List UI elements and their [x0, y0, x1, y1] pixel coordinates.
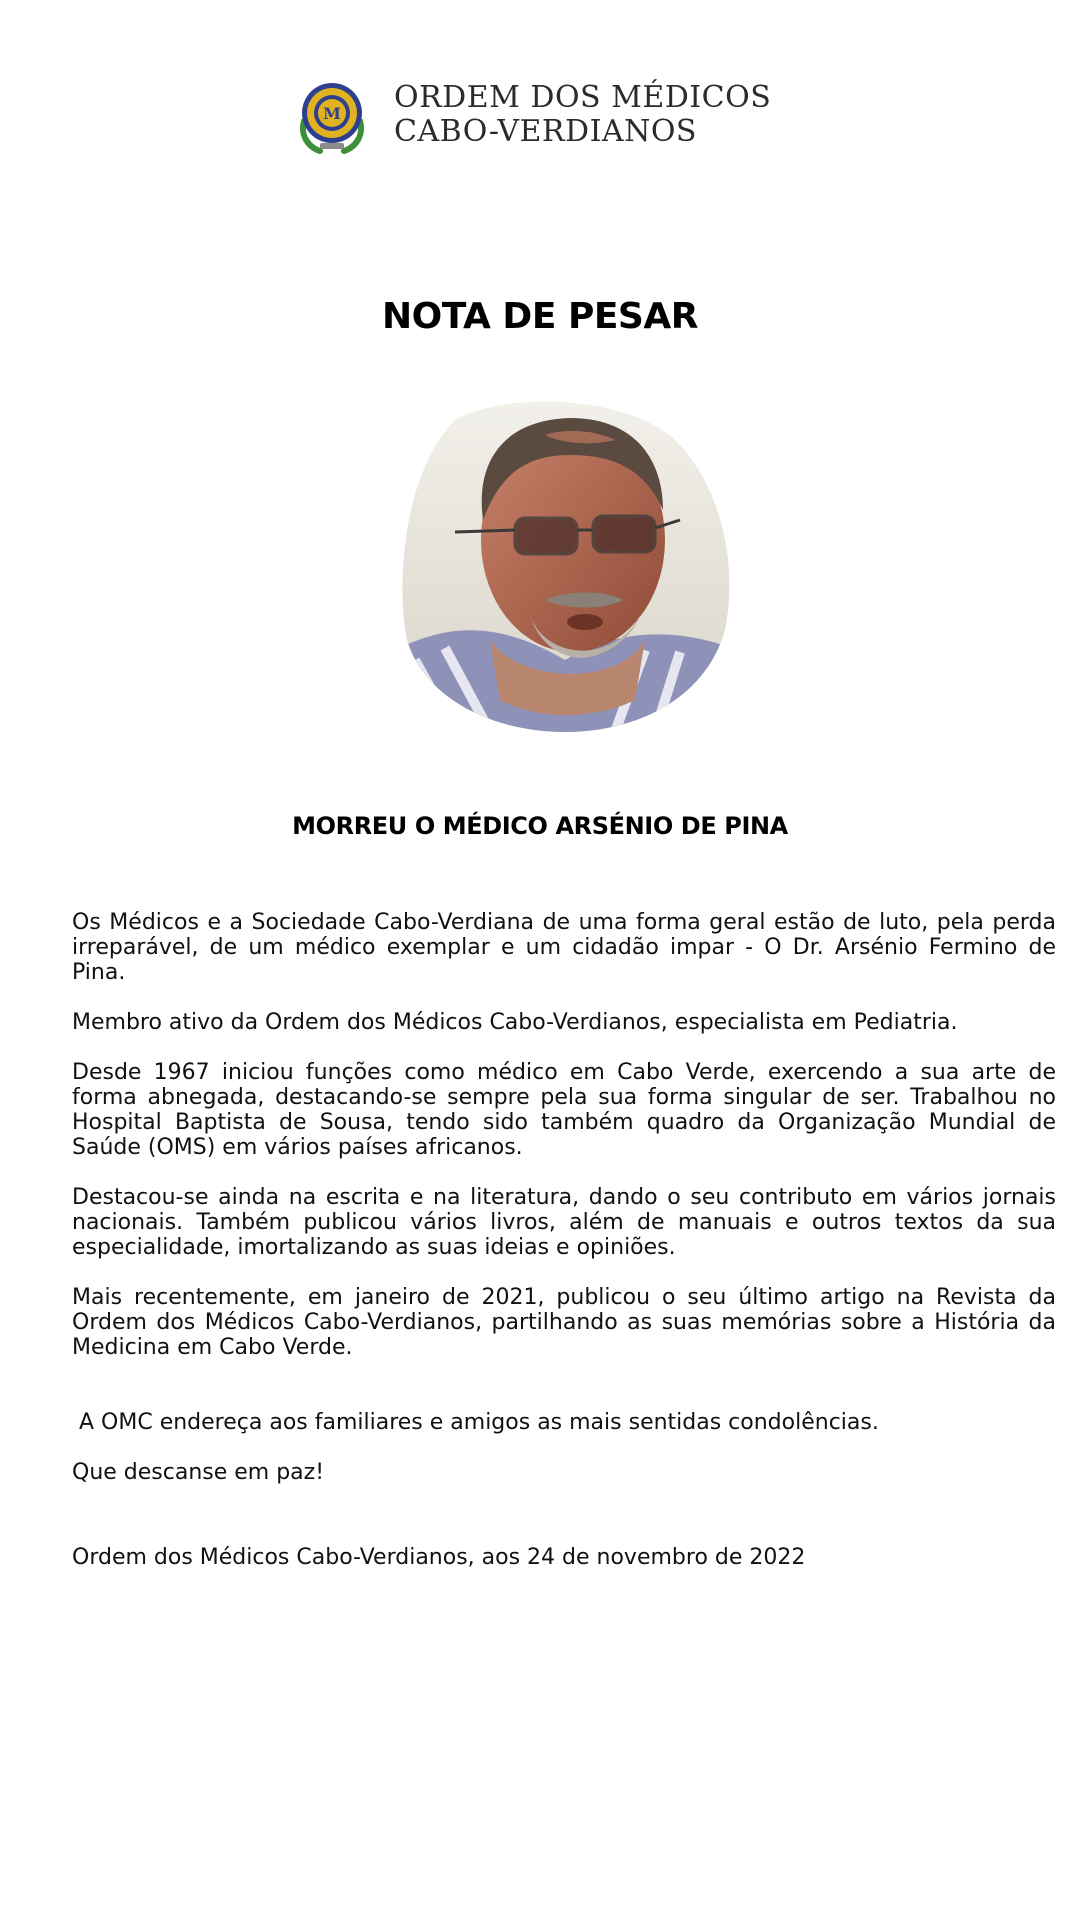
svg-text:M: M: [323, 104, 341, 123]
header-logo: [290, 70, 772, 160]
paragraph: A OMC endereça aos familiares e amigos as mais sentidas condolências.: [72, 1410, 879, 1435]
paragraph: Os Médicos e a Sociedade Cabo-Verdiana de uma forma geral estão de luto, pela perda irreparável, de um médico exemplar e um cidadão impar - O Dr. Arsénio Fermino de Pina.: [72, 910, 1056, 985]
organization-name-line1: ORDEM DOS MÉDICOS: [394, 80, 772, 115]
paragraph: Desde 1967 iniciou funções como médico em Cabo Verde, exercendo a sua arte de forma abnegada, destacando-se sempre pela sua forma singular de ser. Trabalhou no Hospital Baptista de Sousa, tendo sido também quadro da Organização Mundial de Saúde (OMS) em vários países africanos.: [72, 1060, 1056, 1160]
article-headline: MORREU O MÉDICO ARSÉNIO DE PINA: [292, 812, 788, 840]
article-body: [72, 910, 1056, 1510]
organization-name: [394, 81, 771, 149]
paragraph: Membro ativo da Ordem dos Médicos Cabo-Verdianos, especialista em Pediatria.: [72, 1010, 958, 1035]
paragraph: Que descanse em paz!: [72, 1460, 325, 1485]
paragraph: Mais recentemente, em janeiro de 2021, publicou o seu último artigo na Revista da Ordem dos Médicos Cabo-Verdianos, partilhando as suas memórias sobre a História da Medicina em Cabo Verde.: [72, 1285, 1056, 1360]
omc-seal-icon: [290, 73, 374, 157]
paragraph: Destacou-se ainda na escrita e na literatura, dando o seu contributo em vários jornais nacionais. Também publicou vários livros, além de manuais e outros textos da sua especialidade, imortalizando as suas ideias e opiniões.: [72, 1185, 1056, 1260]
page-title: NOTA DE PESAR: [382, 296, 698, 337]
portrait-photo: [395, 400, 737, 732]
signoff-line: Ordem dos Médicos Cabo-Verdianos, aos 24 de novembro de 2022: [72, 1545, 806, 1570]
organization-name-line2: CABO-VERDIANOS: [394, 114, 697, 149]
